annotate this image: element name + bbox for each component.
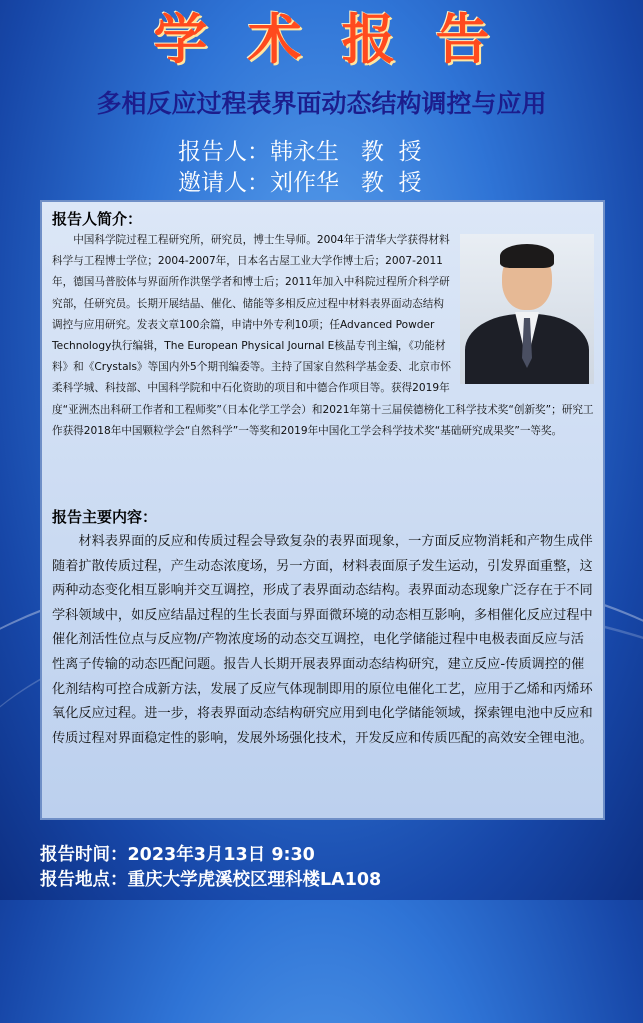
poster-title: 学术报告 [153, 7, 530, 71]
inviter-line: 邀请人：刘作华 教 授 [178, 170, 422, 196]
bio-heading: 报告人简介： [52, 210, 143, 228]
bio-section [52, 230, 594, 442]
content-text: 材料表界面的反应和传质过程会导致复杂的表界面现象，一方面反应物消耗和产物生成伴随着扩散传质过程，产生动态浓度场，另一方面，材料表面原子发生运动，引发界面重整，这两种动态变化相互影响并交互调控，形成了表界面动态结构。表界面动态现象广泛存在于不同学科领域中，如反应结晶过程的生长表面与界面微环境的动态相互影响，多相催化反应过程中催化剂活性位点与反应物/产物浓度场的动态交互调控，电化学储能过程中电极表面反应与活性离子传输的动态匹配问题。报告人长期开展表界面动态结构研究，建立反应-传质调控的催化剂结构可控合成新方法，发展了反应气体现制即用的原位电催化工艺，应用于乙烯和丙烯环氧化反应过程。进一步，将表界面动态结构研究应用到电化学储能领域，探索锂电池中反应和传质过程对界面稳定性的影响，发展外场强化技术，开发反应和传质匹配的高效安全锂电池。 [52, 534, 593, 746]
info-panel [40, 200, 605, 820]
talk-place: 报告地点：重庆大学虎溪校区理科楼LA108 [40, 870, 382, 890]
content-heading: 报告主要内容： [52, 508, 158, 526]
talk-time: 报告时间：2023年3月13日 9:30 [40, 845, 315, 865]
speaker-line: 报告人：韩永生 教 授 [178, 139, 422, 165]
bio-text: 中国科学院过程工程研究所，研究员，博士生导师。2004年于清华大学获得材料科学与工程博士学位；2004-2007年，日本名古屋工业大学作博士后；2007-2011年，德国马普胶体与界面所作洪堡学者和博士后；2011年加入中科院过程所介科学研究部，任研究员。长期开展结晶、催化、储能等多相反应过程中材料表界面动态结构调控与应用研究。发表文章100余篇，申请中外专利10项；任Advanced Powder Technology执行编辑，The European Physical Journal E核晶专刊主编，《功能材料》和《Crystals》等国内外5个期刊编委等。主持了国家自然科学基金委、北京市怀柔科学城、科技部、中国科学院和中石化资助的项目和中德合作项目等。获得2019年度“亚洲杰出科研工作者和工程师奖”（日本化学工学会）和2021年第十三届侯德榜化工科学技术奖“创新奖”；研究工作获得2018年中国颗粒学会“自然科学”一等奖和2019年中国化工学会科学技术奖“基础研究成果奖”一等奖。 [52, 234, 594, 437]
talk-title: 多相反应过程表界面动态结构调控与应用 [96, 89, 547, 118]
speaker-photo [460, 234, 594, 384]
